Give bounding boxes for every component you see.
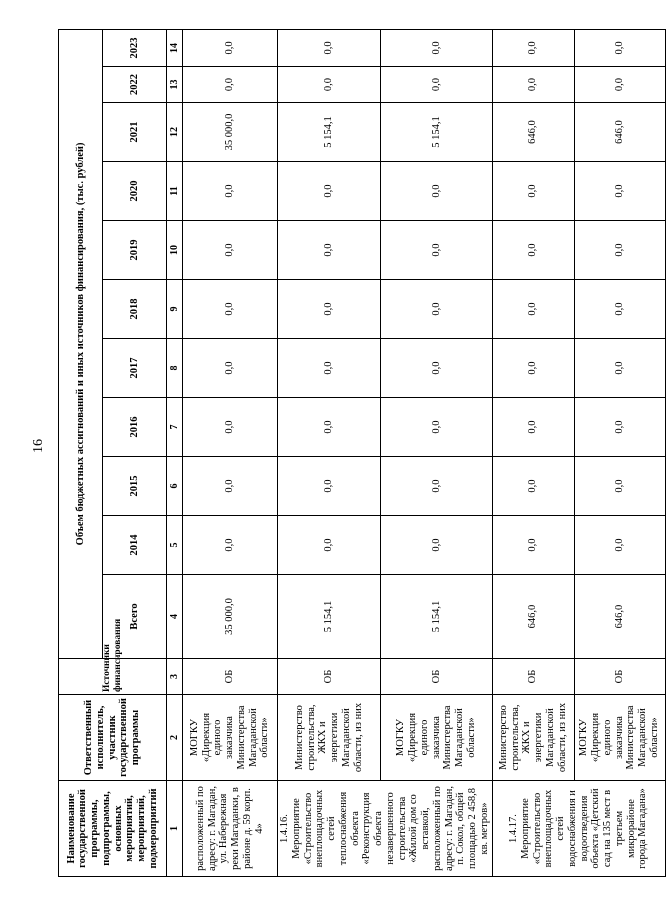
- column-number-row: [167, 29, 183, 876]
- row-value: 0,0: [492, 29, 574, 66]
- header-year: 2020: [103, 162, 167, 221]
- row-source: ОБ: [278, 659, 381, 695]
- row-value: 0,0: [492, 339, 574, 398]
- header-total: Всего: [103, 575, 167, 659]
- row-value: 0,0: [381, 162, 492, 221]
- table-row: [381, 29, 492, 876]
- row-value: 0,0: [278, 162, 381, 221]
- row-value: 5 154,1: [381, 103, 492, 162]
- row-value: 0,0: [278, 29, 381, 66]
- row-value: 0,0: [278, 221, 381, 280]
- row-value: 0,0: [574, 29, 665, 66]
- row-value: 0,0: [183, 280, 278, 339]
- row-value: 0,0: [492, 398, 574, 457]
- row-value: 35 000,0: [183, 575, 278, 659]
- column-number: 5: [167, 516, 183, 575]
- row-value: 0,0: [278, 398, 381, 457]
- row-value: 0,0: [183, 29, 278, 66]
- header-source: Источники финансирования: [59, 659, 167, 695]
- row-executor: Министерство строительства, ЖКХ и энергетики Магаданской области, из них: [278, 695, 381, 781]
- row-value: 0,0: [278, 280, 381, 339]
- column-number: 2: [167, 695, 183, 781]
- row-value: 0,0: [183, 339, 278, 398]
- header-year: 2022: [103, 67, 167, 103]
- column-number: 13: [167, 67, 183, 103]
- header-year: 2021: [103, 103, 167, 162]
- row-name: расположенный по адресу: г. Магадан, ул. Набережная реки Магаданки, в районе д. 59 корп. 4»: [183, 781, 278, 877]
- column-number: 1: [167, 781, 183, 877]
- financing-table: [58, 29, 666, 877]
- page-number: 16: [31, 439, 46, 453]
- row-value: 0,0: [278, 457, 381, 516]
- row-name: 1.4.17. Мероприятие «Строительство внеплощадочных сетей водоснабжения и водоотведения объекта «Детский сад на 135 мест в третьем микрорайоне города Магадана»: [492, 781, 665, 877]
- row-value: 0,0: [183, 162, 278, 221]
- row-value: 0,0: [574, 280, 665, 339]
- row-value: 0,0: [574, 398, 665, 457]
- table-row: [492, 29, 574, 876]
- table-row: [278, 29, 381, 876]
- row-value: 0,0: [574, 67, 665, 103]
- header-name: Наименование государственной программы, подпрограммы, основных мероприятий, мероприятий, подмероприятий: [59, 781, 167, 877]
- row-value: 0,0: [183, 516, 278, 575]
- header-year: 2023: [103, 29, 167, 66]
- column-number: 7: [167, 398, 183, 457]
- row-value: 0,0: [381, 339, 492, 398]
- header-year: 2017: [103, 339, 167, 398]
- row-value: 0,0: [381, 398, 492, 457]
- table-row: [574, 29, 665, 876]
- row-value: 0,0: [381, 29, 492, 66]
- column-number: 4: [167, 575, 183, 659]
- row-value: 35 000,0: [183, 103, 278, 162]
- row-value: 0,0: [574, 339, 665, 398]
- column-number: 9: [167, 280, 183, 339]
- header-year: 2015: [103, 457, 167, 516]
- row-value: 0,0: [381, 457, 492, 516]
- row-value: 0,0: [381, 516, 492, 575]
- row-value: 5 154,1: [278, 575, 381, 659]
- row-value: 5 154,1: [381, 575, 492, 659]
- row-value: 0,0: [574, 516, 665, 575]
- row-name: 1.4.16. Мероприятие «Строительство внеплощадочных сетей теплоснабжения объекта «Реконструкция объекта незавершенного строительства «Жилой дом со вставкой, расположенный по адресу: г. Магадан, п. Сокол, общей площадью 2 458,8 кв. метров»: [278, 781, 493, 877]
- row-value: 0,0: [381, 67, 492, 103]
- table-row: [183, 29, 278, 876]
- column-number: 11: [167, 162, 183, 221]
- row-value: 0,0: [183, 221, 278, 280]
- row-value: 0,0: [492, 280, 574, 339]
- row-executor: Министерство строительства, ЖКХ и энергетики Магаданской области, из них: [492, 695, 574, 781]
- row-executor: МОГКУ «Дирекция единого заказчика Министерства Магаданской области»: [381, 695, 492, 781]
- column-number: 10: [167, 221, 183, 280]
- row-value: 0,0: [492, 457, 574, 516]
- column-number: 12: [167, 103, 183, 162]
- row-value: 0,0: [492, 162, 574, 221]
- row-value: 5 154,1: [278, 103, 381, 162]
- row-value: 0,0: [183, 457, 278, 516]
- row-value: 0,0: [492, 516, 574, 575]
- column-number: 6: [167, 457, 183, 516]
- row-source: ОБ: [183, 659, 278, 695]
- rotated-table-container: [58, 31, 660, 877]
- row-value: 0,0: [574, 457, 665, 516]
- row-source: ОБ: [381, 659, 492, 695]
- row-source: ОБ: [492, 659, 574, 695]
- row-value: 0,0: [574, 162, 665, 221]
- row-value: 646,0: [574, 575, 665, 659]
- header-year: 2019: [103, 221, 167, 280]
- header-executor: Ответственный исполнитель, участник государственной программы: [59, 695, 167, 781]
- row-value: 646,0: [492, 575, 574, 659]
- row-value: 0,0: [183, 398, 278, 457]
- row-value: 0,0: [183, 67, 278, 103]
- row-executor: МОГКУ «Дирекция единого заказчика Министерства Магаданской области»: [574, 695, 665, 781]
- row-source: ОБ: [574, 659, 665, 695]
- row-value: 0,0: [278, 67, 381, 103]
- column-number: 8: [167, 339, 183, 398]
- row-value: 646,0: [574, 103, 665, 162]
- row-value: 0,0: [492, 221, 574, 280]
- row-value: 0,0: [574, 221, 665, 280]
- row-value: 0,0: [492, 67, 574, 103]
- row-value: 0,0: [381, 221, 492, 280]
- row-value: 0,0: [278, 516, 381, 575]
- row-executor: МОГКУ «Дирекция единого заказчика Министерства Магаданской области»: [183, 695, 278, 781]
- row-value: 0,0: [278, 339, 381, 398]
- column-number: 14: [167, 29, 183, 66]
- column-number: 3: [167, 659, 183, 695]
- header-volume: Объем бюджетных ассигнований и иных источников финансирования, (тыс. рублей): [59, 29, 103, 658]
- row-value: 0,0: [381, 280, 492, 339]
- header-year: 2014: [103, 516, 167, 575]
- header-year: 2018: [103, 280, 167, 339]
- row-value: 646,0: [492, 103, 574, 162]
- header-year: 2016: [103, 398, 167, 457]
